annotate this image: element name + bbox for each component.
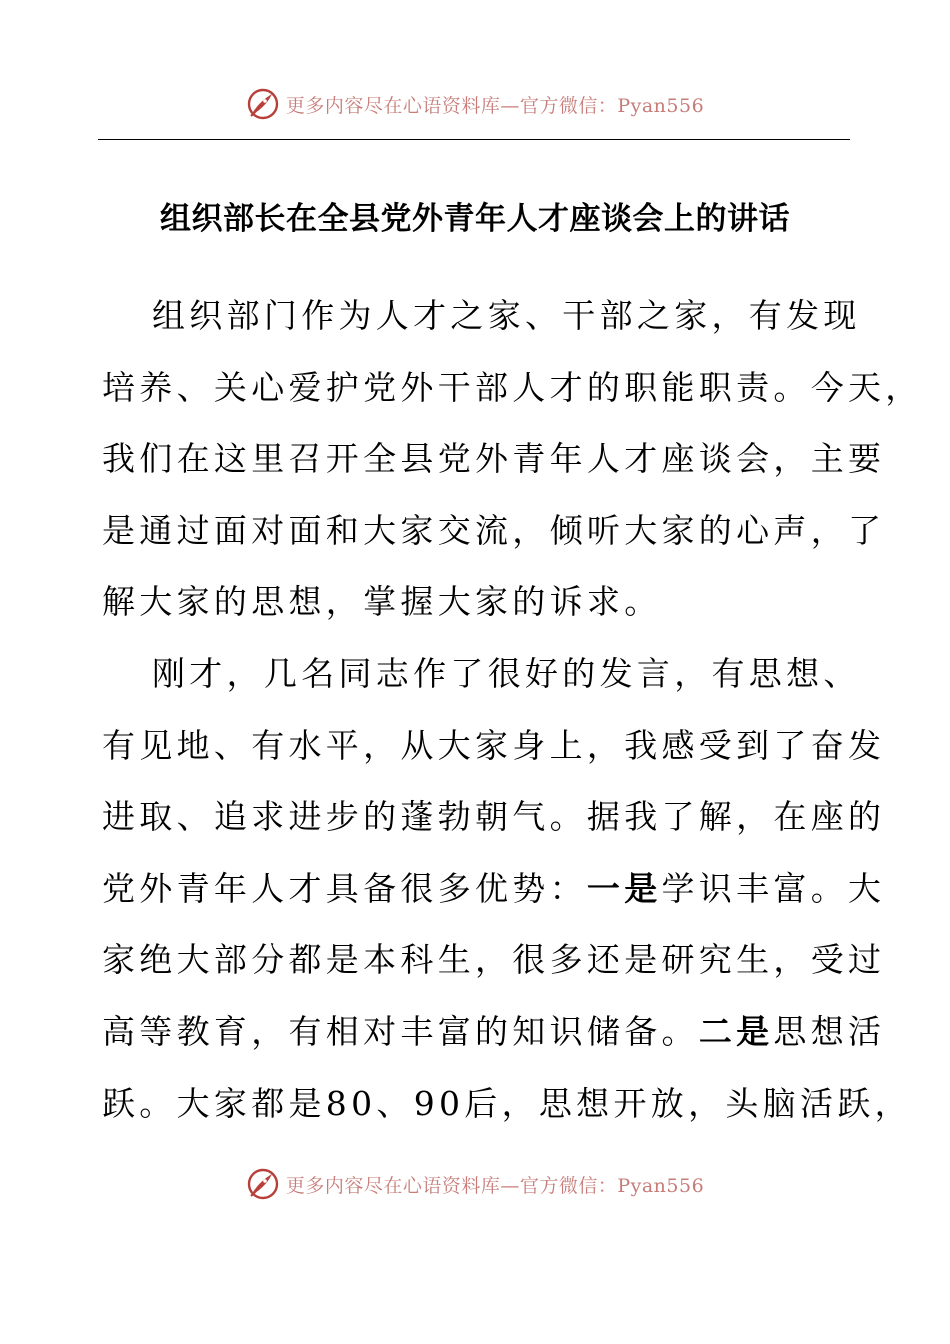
bold-point-marker: 一是 — [586, 868, 662, 908]
text-segment: 思想活 — [773, 1011, 886, 1051]
header-banner — [0, 84, 950, 124]
document-body — [102, 280, 923, 1139]
text-segment: 高等教育，有相对丰富的知识储备。 — [102, 1011, 699, 1051]
text-line: 有见地、有水平，从大家身上，我感受到了奋发 — [102, 725, 886, 765]
text-line: 解大家的思想，掌握大家的诉求。 — [102, 582, 662, 622]
text-line: 组织部门作为人才之家、干部之家，有发现 — [152, 296, 861, 335]
text-line: 家绝大部分都是本科生，很多还是研究生，受过 — [102, 940, 886, 980]
text-line: 刚才，几名同志作了很好的发言，有思想、 — [152, 653, 861, 693]
document-title: 组织部长在全县党外青年人才座谈会上的讲话 — [160, 201, 790, 237]
footer-banner — [0, 1164, 950, 1204]
pen-nib-logo-icon — [246, 87, 280, 121]
header-divider — [98, 139, 850, 140]
text-line: 进取、追求进步的蓬勃朝气。据我了解，在座的 — [102, 797, 886, 837]
text-segment: 学识丰富。大 — [661, 868, 886, 908]
text-line: 培养、关心爱护党外干部人才的职能职责。今天， — [102, 367, 923, 407]
text-line — [102, 853, 886, 925]
text-line: 我们在这里召开全县党外青年人才座谈会，主要 — [102, 439, 886, 479]
pen-nib-logo-icon — [246, 1167, 280, 1201]
footer-banner-text: 更多内容尽在心语资料库—官方微信：Pyan556 — [285, 1174, 705, 1197]
text-line — [102, 996, 886, 1068]
text-line: 跃。大家都是80、90后，思想开放，头脑活跃， — [102, 1083, 912, 1123]
text-line: 是通过面对面和大家交流，倾听大家的心声，了 — [102, 510, 886, 550]
bold-point-marker: 二是 — [698, 1011, 774, 1051]
header-banner-text: 更多内容尽在心语资料库—官方微信：Pyan556 — [285, 94, 705, 117]
text-segment: 党外青年人才具备很多优势： — [102, 868, 587, 908]
